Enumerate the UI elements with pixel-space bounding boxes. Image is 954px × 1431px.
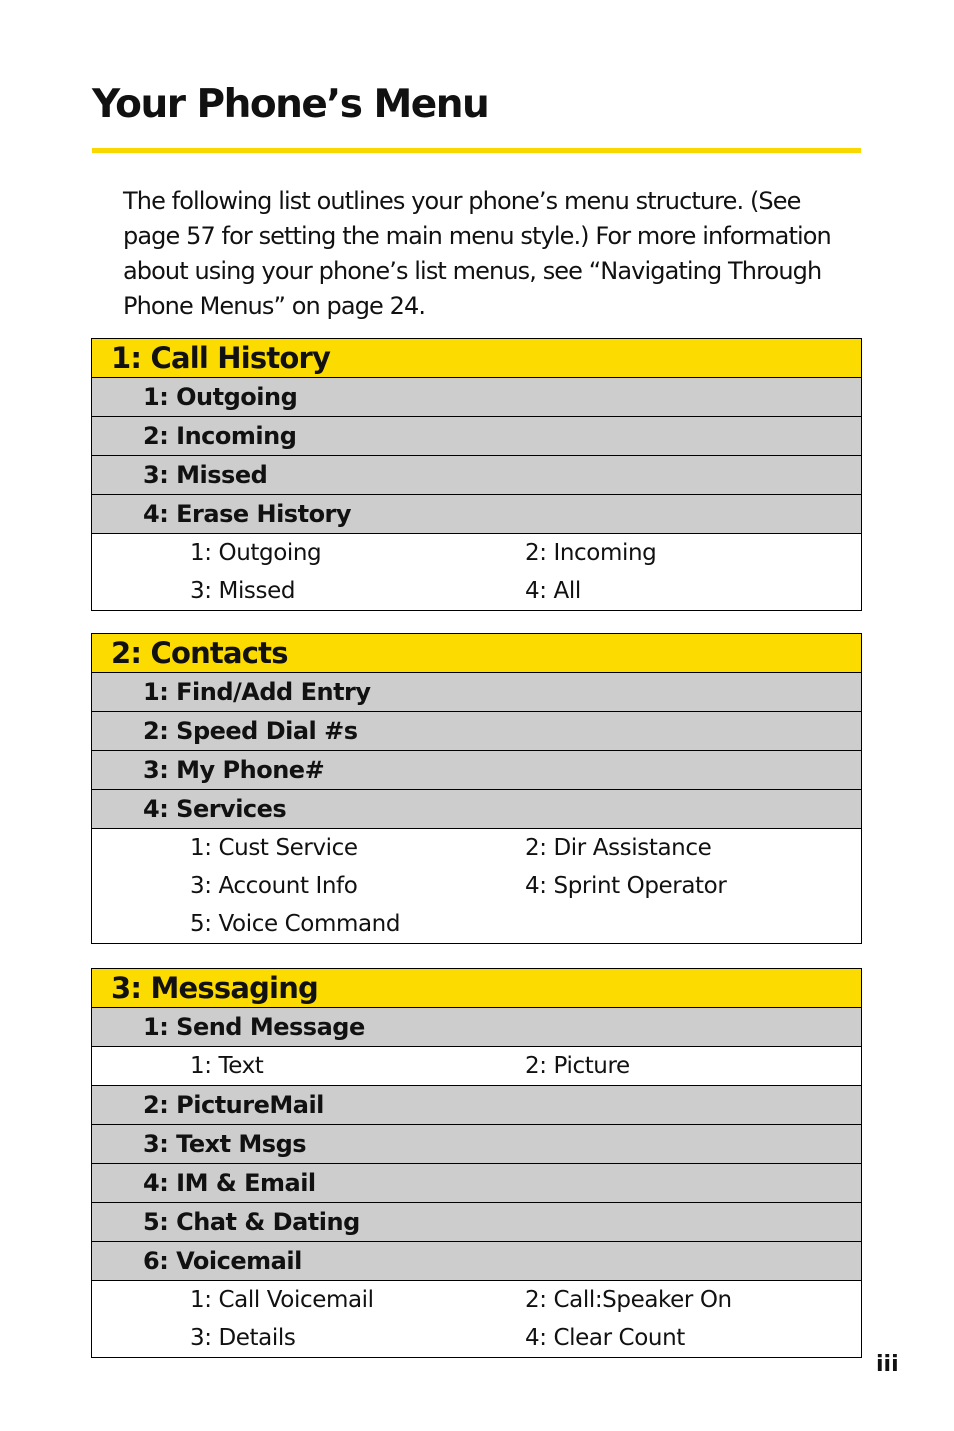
option-row <box>92 905 861 943</box>
option-item: 1: Outgoing <box>190 540 322 566</box>
option-item: 3: Details <box>190 1325 296 1351</box>
submenu-item: 4: IM & Email <box>92 1163 861 1202</box>
option-row <box>92 867 861 905</box>
option-item: 4: Sprint Operator <box>525 873 727 899</box>
option-item: 2: Incoming <box>525 540 657 566</box>
submenu-item: 2: Incoming <box>92 416 861 455</box>
submenu-item: 4: Erase History <box>92 494 861 533</box>
option-item: 3: Account Info <box>190 873 358 899</box>
option-item: 1: Cust Service <box>190 835 358 861</box>
option-row <box>92 534 861 572</box>
submenu-item: 5: Chat & Dating <box>92 1202 861 1241</box>
submenu-item: 3: My Phone# <box>92 750 861 789</box>
submenu-item: 2: Speed Dial #s <box>92 711 861 750</box>
option-item: 2: Picture <box>525 1053 630 1079</box>
options-block <box>92 533 861 610</box>
option-row <box>92 1319 861 1357</box>
submenu-item: 6: Voicemail <box>92 1241 861 1280</box>
options-block <box>92 1046 861 1085</box>
option-item: 3: Missed <box>190 578 296 604</box>
menu-table-2 <box>91 633 862 944</box>
option-item: 2: Dir Assistance <box>525 835 712 861</box>
submenu-item: 1: Outgoing <box>92 377 861 416</box>
menu-header: 3: Messaging <box>92 969 861 1007</box>
intro-paragraph: The following list outlines your phone’s menu structure. (See page 57 for setting the main menu style.) For more information about using your phone’s list menus, see “Navigating Through Phone Menus” on page 24. <box>123 187 831 320</box>
title-rule <box>92 148 861 153</box>
submenu-item: 3: Text Msgs <box>92 1124 861 1163</box>
page-title: Your Phone’s Menu <box>92 82 489 127</box>
submenu-item: 4: Services <box>92 789 861 828</box>
submenu-item: 1: Send Message <box>92 1007 861 1046</box>
page-number: iii <box>876 1352 899 1377</box>
option-item: 4: Clear Count <box>525 1325 685 1351</box>
option-row <box>92 572 861 610</box>
option-item: 2: Call:Speaker On <box>525 1287 732 1313</box>
option-item: 1: Text <box>190 1053 264 1079</box>
menu-table-1 <box>91 338 862 611</box>
submenu-item: 3: Missed <box>92 455 861 494</box>
option-row <box>92 829 861 867</box>
option-item: 5: Voice Command <box>190 911 401 937</box>
option-item: 4: All <box>525 578 581 604</box>
option-item: 1: Call Voicemail <box>190 1287 374 1313</box>
submenu-item: 2: PictureMail <box>92 1085 861 1124</box>
option-row <box>92 1047 861 1085</box>
option-row <box>92 1281 861 1319</box>
submenu-item: 1: Find/Add Entry <box>92 672 861 711</box>
option-item <box>525 905 861 943</box>
menu-table-3 <box>91 968 862 1358</box>
menu-header: 2: Contacts <box>92 634 861 672</box>
options-block <box>92 828 861 943</box>
menu-header: 1: Call History <box>92 339 861 377</box>
options-block <box>92 1280 861 1357</box>
